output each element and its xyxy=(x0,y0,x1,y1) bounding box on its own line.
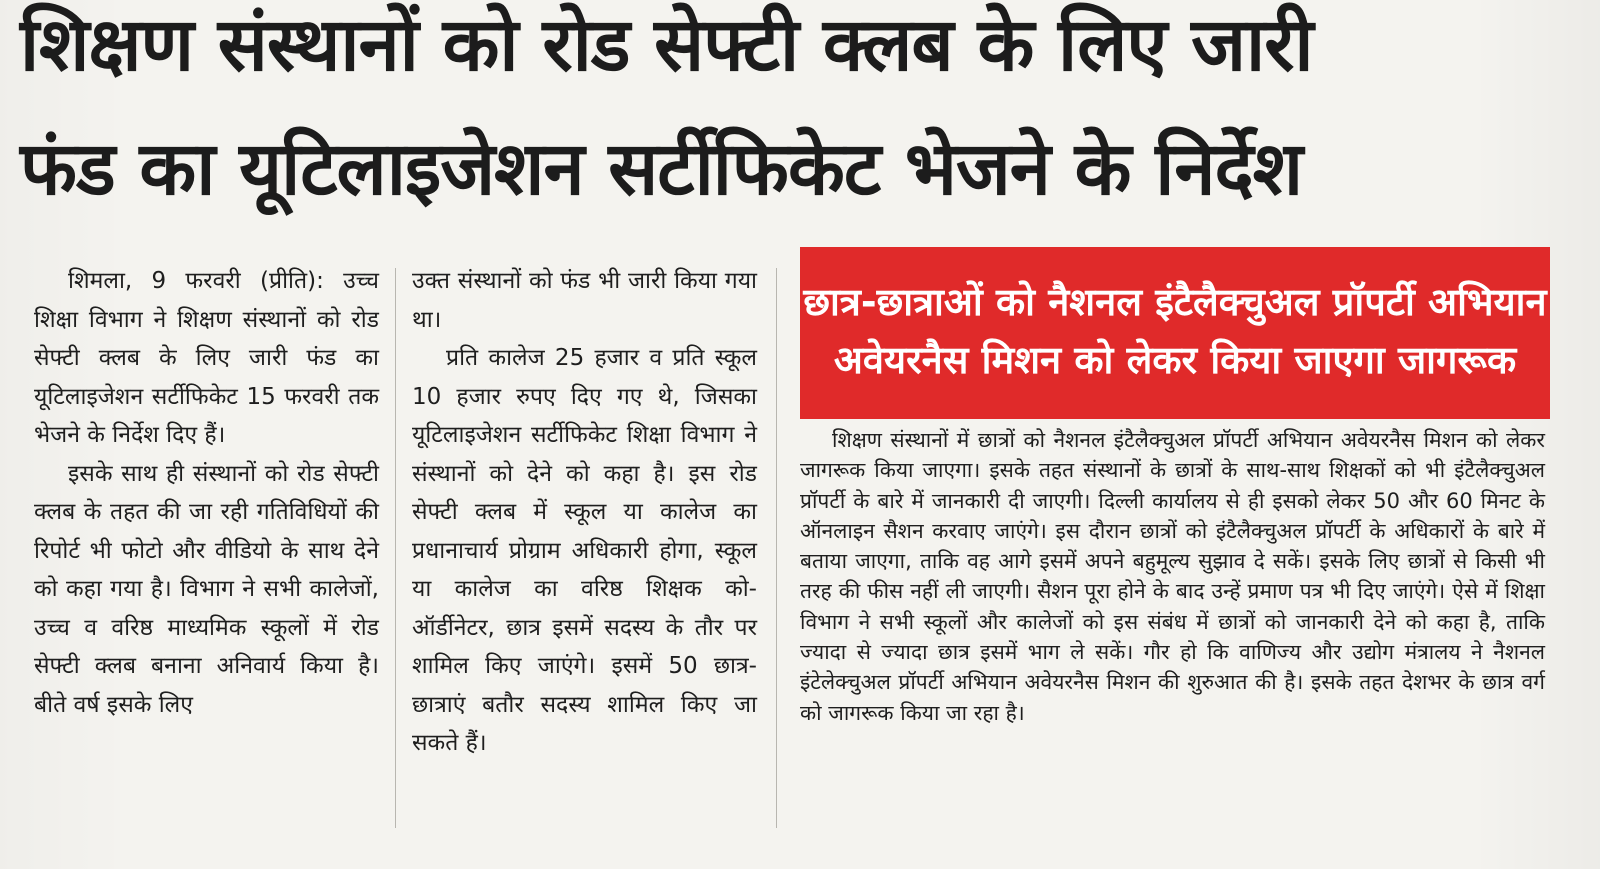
sidebar-headline-banner xyxy=(800,247,1550,419)
headline-line-2: फंड का यूटिलाइजेशन सर्टीफिकेट भेजने के निर्देश xyxy=(20,126,1303,212)
headline-line-1: शिक्षण संस्थानों को रोड सेफ्टी क्लब के लिए जारी xyxy=(20,2,1313,88)
sidebar-story xyxy=(800,425,1545,728)
sidebar-paragraph: शिक्षण संस्थानों में छात्रों को नैशनल इंटैलैक्चुअल प्रॉपर्टी अभियान अवेयरनैस मिशन को लेकर जागरूक किया जाएगा। इसके तहत संस्थानों के छात्रों के साथ-साथ शिक्षकों को भी इंटैलैक्चुअल प्रॉपर्टी के बारे में जानकारी दी जाएगी। दिल्ली कार्यालय से ही इसको लेकर 50 और 60 मिनट के ऑनलाइन सैशन करवाए जाएंगे। इस दौरान छात्रों को इंटैलैक्चुअल प्रॉपर्टी के अधिकारों के बारे में बताया जाएगा, ताकि वह आगे इसमें अपने बहुमूल्य सुझाव दे सकें। इसके लिए छात्रों से किसी भी तरह की फीस नहीं ली जाएगी। सैशन पूरा होने के बाद उन्हें प्रमाण पत्र भी दिए जाएंगे। ऐसे में शिक्षा विभाग ने सभी स्कूलों और कालेजों को इस संबंध में छात्रों को जानकारी देने को कहा है, ताकि ज्यादा से ज्यादा छात्र इसमें भाग ले सकें। गौर हो कि वाणिज्य और उद्योग मंत्रालय ने नैशनल इंटेलेक्चुअल प्रॉपर्टी अभियान अवेयरनैस मिशन की शुरुआत की है। इसके तहत देशभर के छात्र वर्ग को जागरूक किया जा रहा है। xyxy=(800,428,1545,725)
banner-line-2: अवेयरनैस मिशन को लेकर किया जाएगा जागरूक xyxy=(833,338,1517,382)
story-paragraph: शिमला, 9 फरवरी (प्रीति): उच्च शिक्षा विभाग ने शिक्षण संस्थानों को रोड सेफ्टी क्लब के लिए जारी फंड का यूटिलाइजेशन सर्टीफिकेट 15 फरवरी तक भेजने के निर्देश दिए हैं। xyxy=(34,268,379,448)
story-column-1 xyxy=(34,262,379,724)
column-divider xyxy=(395,268,396,828)
story-paragraph: उक्त संस्थानों को फंड भी जारी किया गया था। xyxy=(412,268,757,333)
story-paragraph: प्रति कालेज 25 हजार व प्रति स्कूल 10 हजार रुपए दिए गए थे, जिसका यूटिलाइजेशन सर्टीफिकेट शिक्षा विभाग ने संस्थानों को देने को कहा है। इस रोड सेफ्टी क्लब में स्कूल या कालेज का प्रधानाचार्य प्रोग्राम अधिकारी होगा, स्कूल या कालेज का वरिष्ठ शिक्षक को-ऑर्डीनेटर, छात्र इसमें सदस्य के तौर पर शामिल किए जाएंगे। इसमें 50 छात्र-छात्राएं बतौर सदस्य शामिल किए जा सकते हैं। xyxy=(412,345,757,756)
banner-line-1: छात्र-छात्राओं को नैशनल इंटैलैक्चुअल प्रॉपर्टी अभियान xyxy=(803,280,1547,324)
story-paragraph: इसके साथ ही संस्थानों को रोड सेफ्टी क्लब के तहत की जा रही गतिविधियों की रिपोर्ट भी फोटो और वीडियो के साथ देने को कहा गया है। विभाग ने सभी कालेजों, उच्च व वरिष्ठ माध्यमिक स्कूलों में रोड सेफ्टी क्लब बनाना अनिवार्य किया है। बीते वर्ष इसके लिए xyxy=(34,460,379,718)
column-divider xyxy=(776,268,777,828)
story-column-2 xyxy=(412,262,757,763)
